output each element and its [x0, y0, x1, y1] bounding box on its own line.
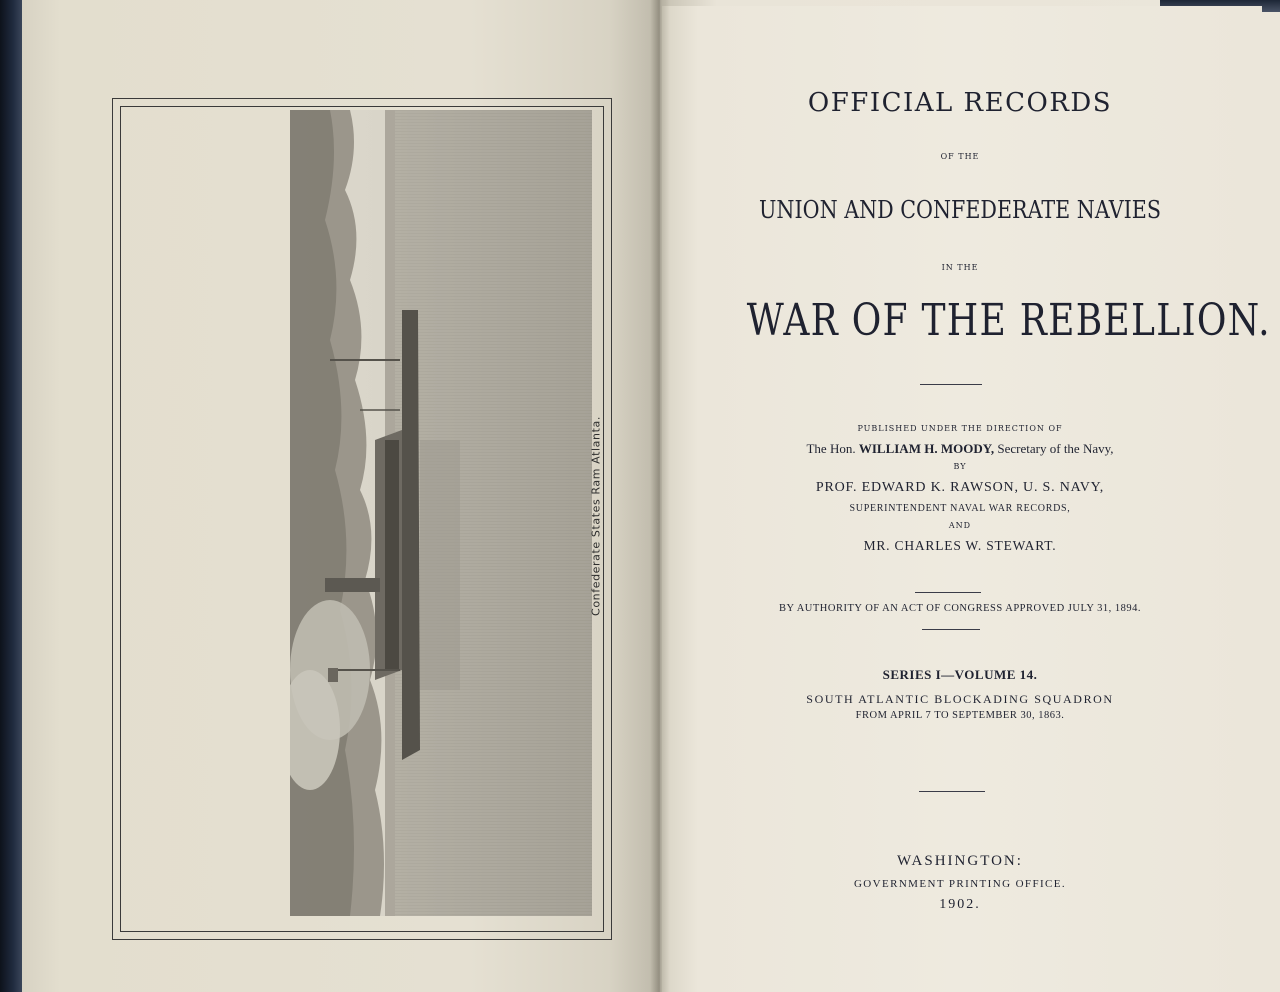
date-range: FROM APRIL 7 TO SEPTEMBER 30, 1863. — [855, 710, 1065, 721]
ram-atlanta-engraving — [290, 110, 592, 916]
series-volume: SERIES I—VOLUME 14. — [882, 667, 1038, 682]
editor-stewart: MR. CHARLES W. STEWART. — [863, 538, 1057, 553]
editor-rawson-title: SUPERINTENDENT NAVAL WAR RECORDS, — [849, 503, 1071, 514]
label-by: BY — [953, 462, 967, 471]
book-gutter — [650, 0, 670, 992]
divider-rule — [922, 629, 980, 630]
divider-rule — [920, 384, 982, 385]
title-official-records: OFFICIAL RECORDS — [807, 88, 1113, 118]
imprint-year: 1902. — [939, 897, 981, 912]
main-title: WAR OF THE REBELLION. — [746, 295, 1271, 346]
authority-line: BY AUTHORITY OF AN ACT OF CONGRESS APPROVED JULY 31, 1894. — [778, 603, 1142, 614]
secretary-name: WILLIAM H. MOODY, — [858, 441, 995, 456]
secretary-title: Secretary of the Navy, — [994, 441, 1114, 456]
squadron-name: SOUTH ATLANTIC BLOCKADING SQUADRON — [806, 692, 1114, 706]
illustration-caption-text: Confederate States Ram Atlanta. — [589, 416, 603, 616]
divider-rule — [915, 592, 981, 593]
editor-rawson: PROF. EDWARD K. RAWSON, U. S. NAVY, — [815, 480, 1105, 495]
book-cover-edge — [0, 0, 22, 992]
secretary-prefix: The Hon. — [806, 441, 859, 456]
title-page — [700, 0, 1271, 992]
imprint-city: WASHINGTON: — [897, 853, 1023, 869]
title-union-confederate-navies: UNION AND CONFEDERATE NAVIES — [759, 196, 1161, 224]
divider-rule — [919, 791, 985, 792]
secretary-line — [700, 441, 1220, 457]
label-and: AND — [948, 521, 972, 530]
published-under-line: PUBLISHED UNDER THE DIRECTION OF — [857, 424, 1063, 433]
label-of-the: OF THE — [940, 152, 980, 161]
label-in-the: IN THE — [941, 263, 979, 272]
imprint-printer: GOVERNMENT PRINTING OFFICE. — [853, 878, 1067, 890]
